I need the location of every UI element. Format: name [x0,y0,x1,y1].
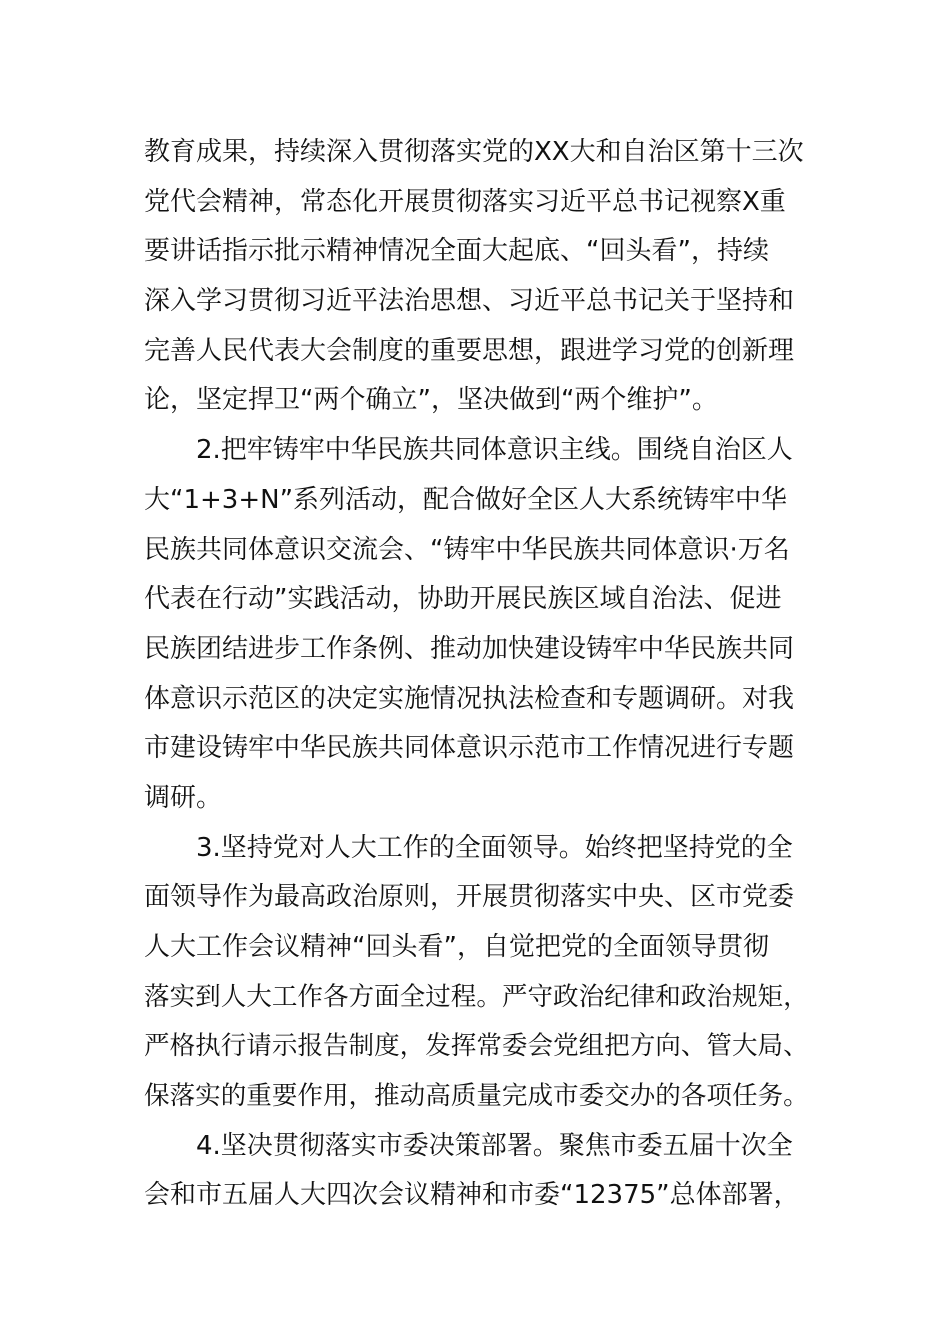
text-line: 完善人民代表大会制度的重要思想，跟进学习党的创新理 [144,335,795,366]
text-line: 落实到人大工作各方面全过程。严守政治纪律和政治规矩， [144,981,809,1012]
text-line: 教育成果，持续深入贯彻落实党的XX大和自治区第十三次 [144,137,804,167]
text-line: 调研。 [144,782,223,813]
text-line: 体意识示范区的决定实施情况执法检查和专题调研。对我 [144,683,795,714]
text-line: 2.把牢铸牢中华民族共同体意识主线。围绕自治区人 [196,435,793,466]
text-line: 4.坚决贯彻落实市委决策部署。聚焦市委五届十次全 [196,1130,793,1161]
paragraph-3 [144,824,809,1122]
text-line: 人大工作会议精神“回头看”，自觉把党的全面领导贯彻 [144,932,769,962]
text-line: 大“1+3+N”系列活动，配合做好全区人大系统铸牢中华 [144,484,788,515]
text-line: 保落实的重要作用，推动高质量完成市委交办的各项任务。 [144,1081,809,1112]
text-line: 民族共同体意识交流会、“铸牢中华民族共同体意识·万名 [144,534,790,565]
text-line: 3.坚持党对人大工作的全面领导。始终把坚持党的全 [196,832,793,863]
document-body [144,128,809,1221]
paragraph-1 [144,128,809,426]
text-line: 代表在行动”实践活动，协助开展民族区域自治法、促进 [144,584,782,615]
text-line: 深入学习贯彻习近平法治思想、习近平总书记关于坚持和 [144,286,795,317]
text-line: 党代会精神，常态化开展贯彻落实习近平总书记视察X重 [144,186,786,217]
text-line: 会和市五届人大四次会议精神和市委“12375”总体部署， [144,1180,800,1211]
paragraph-2 [144,426,809,824]
text-line: 民族团结进步工作条例、推动加快建设铸牢中华民族共同 [144,633,795,664]
paragraph-4 [144,1122,809,1221]
text-line: 要讲话指示批示精神情况全面大起底、“回头看”，持续 [144,236,769,267]
text-line: 严格执行请示报告制度，发挥常委会党组把方向、管大局、 [144,1031,809,1062]
text-line: 市建设铸牢中华民族共同体意识示范市工作情况进行专题 [144,733,795,764]
text-line: 论，坚定捍卫“两个确立”，坚决做到“两个维护”。 [144,385,718,416]
text-line: 面领导作为最高政治原则，开展贯彻落实中央、区市党委 [144,882,795,913]
